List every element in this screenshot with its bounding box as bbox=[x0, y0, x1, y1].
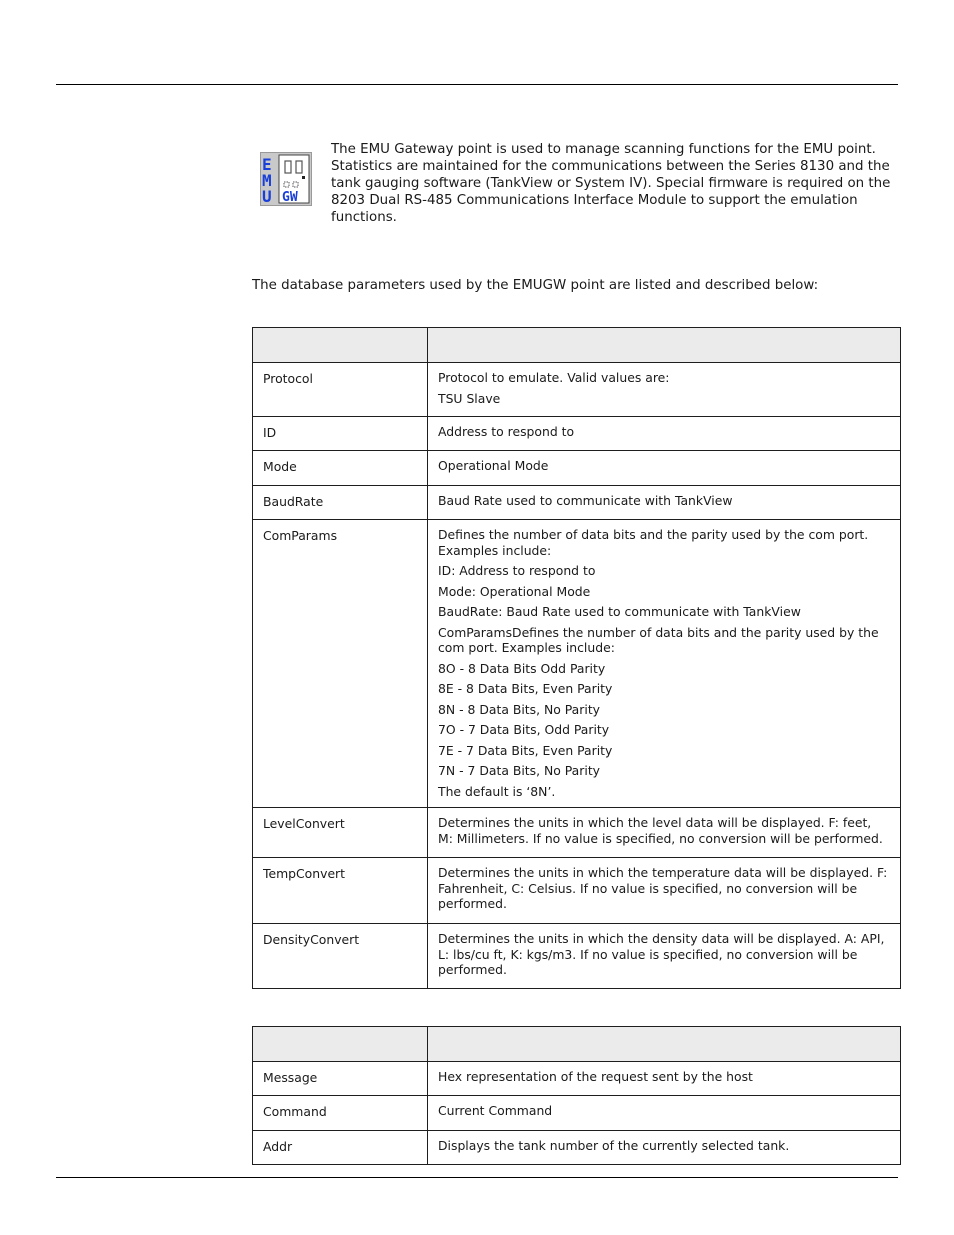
table-row bbox=[253, 417, 901, 451]
parameter-name: Message bbox=[253, 1062, 428, 1096]
parameter-description bbox=[428, 520, 901, 808]
parameter-description bbox=[428, 1131, 901, 1165]
description-line: Displays the tank number of the currently selected tank. bbox=[438, 1138, 790, 1153]
description-line: 8E - 8 Data Bits, Even Parity bbox=[438, 681, 613, 696]
description-line: ComParamsDefines the number of data bits and the parity used by the com port. Examples include: bbox=[438, 624, 879, 655]
description-line: 7O - 7 Data Bits, Odd Parity bbox=[438, 722, 610, 737]
icon-letter-e: E bbox=[262, 155, 272, 174]
description-line: Protocol to emulate. Valid values are: bbox=[438, 370, 670, 385]
description-line: TSU Slave bbox=[438, 390, 501, 406]
description-line: Determines the units in which the density data will be displayed. A: API, L: lbs/cu ft, K: kgs/m3. If no value is specified, no conversion will be performed. bbox=[438, 931, 885, 977]
parameter-description bbox=[428, 858, 901, 924]
description-line: Determines the units in which the temperature data will be displayed. F: Fahrenheit, C: Celsius. If no value is specified, no conversion will be performed. bbox=[438, 865, 888, 911]
parameter-name: BaudRate bbox=[253, 486, 428, 520]
header-rule bbox=[56, 84, 898, 85]
table-row bbox=[253, 520, 901, 808]
parameter-description bbox=[428, 417, 901, 451]
column-header-description bbox=[428, 1027, 901, 1062]
description-line: BaudRate: Baud Rate used to communicate with TankView bbox=[438, 604, 801, 619]
parameter-name: ID bbox=[253, 417, 428, 451]
emu-gateway-icon-graphic bbox=[261, 153, 311, 205]
column-header-parameter bbox=[253, 328, 428, 363]
emu-gateway-icon bbox=[260, 152, 312, 206]
description-line: Baud Rate used to communicate with TankView bbox=[438, 493, 733, 508]
description-line: 7N - 7 Data Bits, No Parity bbox=[438, 763, 601, 778]
parameter-name: Mode bbox=[253, 451, 428, 486]
parameters-table bbox=[252, 327, 901, 989]
footer-rule bbox=[56, 1177, 898, 1178]
table-row bbox=[253, 1096, 901, 1131]
column-header-parameter bbox=[253, 1027, 428, 1062]
parameter-name: DensityConvert bbox=[253, 924, 428, 989]
table-row bbox=[253, 451, 901, 486]
icon-letter-u: U bbox=[262, 187, 272, 205]
column-header-description bbox=[428, 328, 901, 363]
description-line: ID: Address to respond to bbox=[438, 563, 596, 578]
icon-letters-gw: GW bbox=[282, 190, 298, 205]
icon-letter-m: M bbox=[262, 171, 272, 190]
parameter-description bbox=[428, 924, 901, 989]
parameter-name: TempConvert bbox=[253, 858, 428, 924]
parameter-name: Addr bbox=[253, 1131, 428, 1165]
description-line: Operational Mode bbox=[438, 458, 549, 473]
parameter-description bbox=[428, 486, 901, 520]
parameter-name: ComParams bbox=[253, 520, 428, 808]
parameter-description bbox=[428, 1062, 901, 1096]
description-line: Determines the units in which the level data will be displayed. F: feet, M: Millimeters. If no value is specified, no conversion will be performed. bbox=[438, 815, 883, 846]
table-row bbox=[253, 858, 901, 924]
description-line: Mode: Operational Mode bbox=[438, 583, 591, 599]
description-line: Current Command bbox=[438, 1103, 553, 1118]
parameter-name: Protocol bbox=[253, 363, 428, 417]
description-line: 8O - 8 Data Bits Odd Parity bbox=[438, 660, 606, 676]
table-row bbox=[253, 1062, 901, 1096]
parameter-name: LevelConvert bbox=[253, 808, 428, 858]
description-line: Hex representation of the request sent by the host bbox=[438, 1069, 753, 1084]
parameter-description bbox=[428, 808, 901, 858]
table-row bbox=[253, 363, 901, 417]
table-row bbox=[253, 808, 901, 858]
parameter-name: Command bbox=[253, 1096, 428, 1131]
description-line: 7E - 7 Data Bits, Even Parity bbox=[438, 742, 613, 758]
parameter-description bbox=[428, 451, 901, 486]
table-row bbox=[253, 486, 901, 520]
description-line: Defines the number of data bits and the parity used by the com port. Examples include: bbox=[438, 527, 869, 558]
table-header-row bbox=[253, 328, 901, 363]
description-line: Address to respond to bbox=[438, 424, 575, 439]
parameter-description bbox=[428, 1096, 901, 1131]
lead-paragraph: The database parameters used by the EMUGW point are listed and described below: bbox=[252, 278, 819, 293]
table-row bbox=[253, 1131, 901, 1165]
parameter-description bbox=[428, 363, 901, 417]
table-row bbox=[253, 924, 901, 989]
description-line: The default is ‘8N’. bbox=[438, 783, 556, 799]
intro-paragraph: The EMU Gateway point is used to manage scanning functions for the EMU point. Statistics are maintained for the communications between the Series 8130 and the tank gauging software (TankView or System IV). Special firmware is required on the 8203 Dual RS-485 Communications Interface Module to support the emulation functions. bbox=[331, 142, 891, 225]
table-header-row bbox=[253, 1027, 901, 1062]
description-line: 8N - 8 Data Bits, No Parity bbox=[438, 701, 601, 717]
status-parameters-table bbox=[252, 1026, 901, 1165]
